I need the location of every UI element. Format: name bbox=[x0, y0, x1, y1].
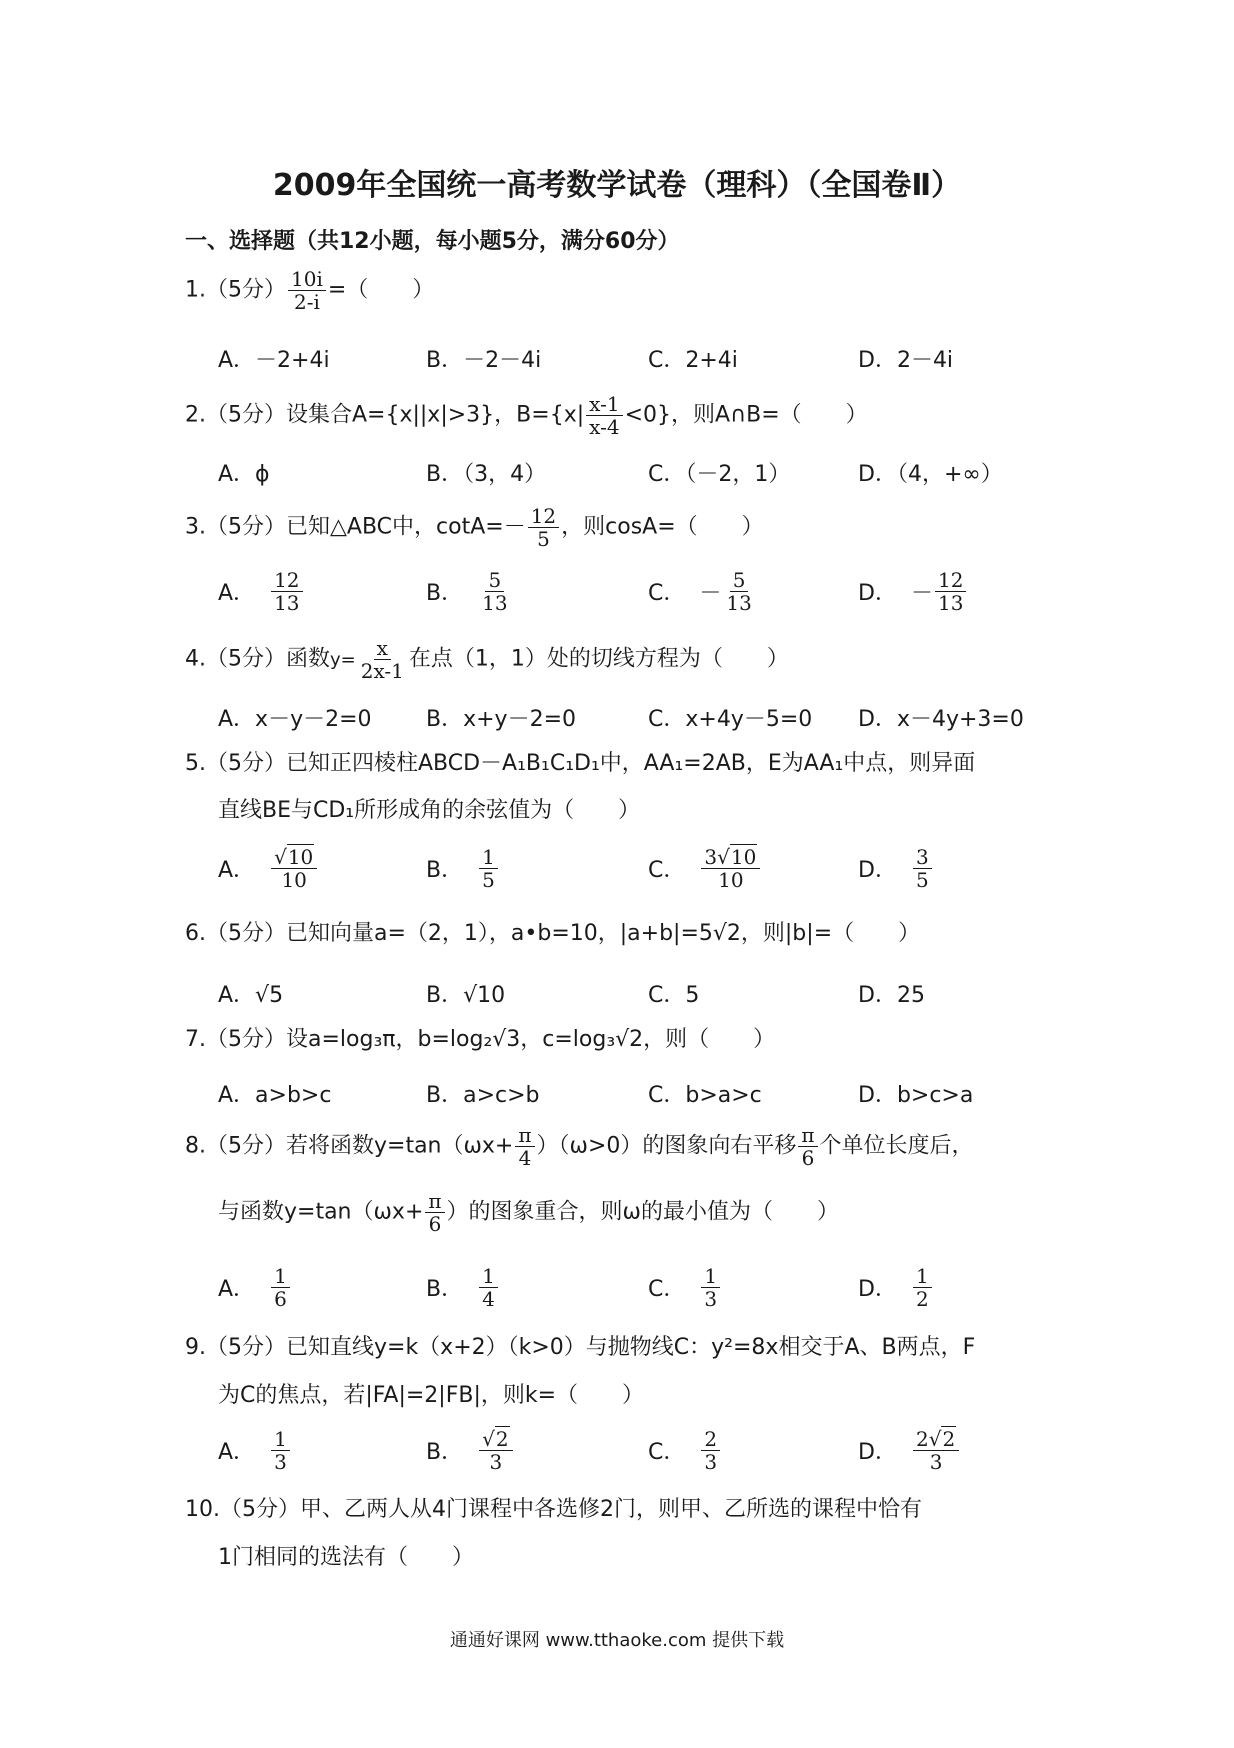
option-a[interactable]: A． $\frac{12}{13}$ bbox=[218, 566, 305, 616]
question-2-options bbox=[218, 447, 1058, 497]
option-b[interactable]: B． $\frac{1}{5}$ bbox=[426, 843, 500, 893]
option-b[interactable]: B．√10 bbox=[426, 982, 506, 1008]
question-6: 6.（5分）已知向量a=（2，1），a•b=10，|a+b|=5√2，则|b|=（ ） bbox=[185, 921, 921, 946]
option-c[interactable]: C． － $\frac{5}{13}$ bbox=[648, 567, 752, 615]
option-b[interactable]: B．－2－4i bbox=[426, 347, 542, 373]
option-a[interactable]: A． $\frac{1}{6}$ bbox=[218, 1262, 292, 1312]
option-c[interactable]: C．x+4y－5=0 bbox=[648, 706, 813, 732]
question-6-options bbox=[218, 968, 1058, 1018]
question-1-options bbox=[218, 333, 1058, 383]
option-d[interactable]: D．x－4y+3=0 bbox=[858, 706, 1024, 732]
option-b[interactable]: B． $\frac{√2}{3}$ bbox=[426, 1425, 515, 1475]
option-d[interactable]: D．（4，+∞） bbox=[858, 461, 1003, 487]
option-d[interactable]: D． $\frac{2√2}{3}$ bbox=[858, 1425, 961, 1475]
fraction: $\frac{10i}{2-i}$ bbox=[288, 268, 326, 313]
option-a[interactable]: A． $\frac{√10}{10}$ bbox=[218, 843, 319, 893]
option-a[interactable]: A．x－y－2=0 bbox=[218, 706, 372, 732]
question-9: 9.（5分）已知直线y=k（x+2）（k>0）与抛物线C：y²=8x相交于A、B两点，F bbox=[185, 1335, 976, 1360]
question-4: 4.（5分）函数y= $\frac{x}{2x-1}$ 在点（1，1）处的切线方程为（ ） bbox=[185, 636, 789, 683]
question-4-options bbox=[218, 692, 1058, 742]
option-a[interactable]: A．ϕ bbox=[218, 461, 270, 487]
question-3: 3.（5分）已知△ABC中，cotA=－ $\frac{12}{5}$ ，则cosA=（ ） bbox=[185, 504, 764, 551]
question-8: 8.（5分）若将函数y=tan（ωx+ $\frac{\pi}{4}$ ）（ω>0）的图象向右平移 $\frac{\pi}{6}$ 个单位长度后， bbox=[185, 1123, 974, 1170]
page-title: 2009年全国统一高考数学试卷（理科）（全国卷Ⅱ） bbox=[272, 168, 962, 203]
option-a[interactable]: A．－2+4i bbox=[218, 347, 330, 373]
option-c[interactable]: C． $\frac{2}{3}$ bbox=[648, 1425, 722, 1475]
question-10: 10.（5分）甲、乙两人从4门课程中各选修2门，则甲、乙所选的课程中恰有 bbox=[185, 1497, 922, 1522]
question-5-line2: 直线BE与CD₁所形成角的余弦值为（ ） bbox=[218, 798, 641, 823]
question-5: 5.（5分）已知正四棱柱ABCD－A₁B₁C₁D₁中，AA₁=2AB，E为AA₁中点，则异面 bbox=[185, 751, 976, 776]
option-c[interactable]: C．5 bbox=[648, 982, 700, 1008]
section-heading: 一、选择题（共12小题，每小题5分，满分60分） bbox=[185, 229, 680, 254]
option-a[interactable]: A．√5 bbox=[218, 982, 284, 1008]
option-c[interactable]: C． $\frac{3√10}{10}$ bbox=[648, 843, 762, 893]
option-d[interactable]: D． $\frac{3}{5}$ bbox=[858, 843, 934, 893]
question-7: 7.（5分）设a=log₃π，b=log₂√3，c=log₃√2，则（ ） bbox=[185, 1027, 776, 1052]
option-a[interactable]: A． $\frac{1}{3}$ bbox=[218, 1425, 292, 1475]
option-c[interactable]: C．2+4i bbox=[648, 347, 738, 373]
option-d[interactable]: D．25 bbox=[858, 982, 925, 1008]
option-b[interactable]: B．x+y－2=0 bbox=[426, 706, 576, 732]
question-8-line2: 与函数y=tan（ωx+ $\frac{\pi}{6}$ ）的图象重合，则ω的最小值为（ ） bbox=[218, 1189, 839, 1236]
option-c[interactable]: C．（－2，1） bbox=[648, 461, 791, 487]
option-d[interactable]: D． － $\frac{12}{13}$ bbox=[858, 566, 968, 616]
option-b[interactable]: B． $\frac{5}{13}$ bbox=[426, 567, 508, 615]
option-b[interactable]: B． $\frac{1}{4}$ bbox=[426, 1262, 500, 1312]
fraction: $\frac{x-1}{x-4}$ bbox=[586, 393, 622, 438]
option-c[interactable]: C． $\frac{1}{3}$ bbox=[648, 1262, 722, 1312]
fraction: $\frac{x}{2x-1}$ bbox=[360, 636, 404, 683]
option-a[interactable]: A．a>b>c bbox=[218, 1082, 332, 1108]
option-d[interactable]: D． $\frac{1}{2}$ bbox=[858, 1262, 934, 1312]
question-5-options bbox=[218, 843, 1058, 893]
question-9-options bbox=[218, 1425, 1058, 1475]
question-10-line2: 1门相同的选法有（ ） bbox=[218, 1545, 474, 1570]
question-2: 2.（5分）设集合A={x||x|>3}，B={x| $\frac{x-1}{x-4}$ <0}，则A∩B=（ ） bbox=[185, 392, 868, 439]
fraction: $\frac{12}{5}$ bbox=[528, 505, 559, 550]
option-b[interactable]: B．a>c>b bbox=[426, 1082, 540, 1108]
question-1: 1.（5分） $\frac{10i}{2-i}$ =（ ） bbox=[185, 267, 435, 314]
option-b[interactable]: B．（3，4） bbox=[426, 461, 547, 487]
question-7-options bbox=[218, 1068, 1058, 1118]
question-3-options bbox=[218, 566, 1058, 616]
option-d[interactable]: D．2－4i bbox=[858, 347, 954, 373]
question-9-line2: 为C的焦点，若|FA|=2|FB|，则k=（ ） bbox=[218, 1383, 645, 1408]
footer-credit: 通通好课网 www.tthaoke.com 提供下载 bbox=[449, 1630, 785, 1651]
question-8-options bbox=[218, 1262, 1058, 1312]
option-c[interactable]: C．b>a>c bbox=[648, 1082, 762, 1108]
option-d[interactable]: D．b>c>a bbox=[858, 1082, 974, 1108]
